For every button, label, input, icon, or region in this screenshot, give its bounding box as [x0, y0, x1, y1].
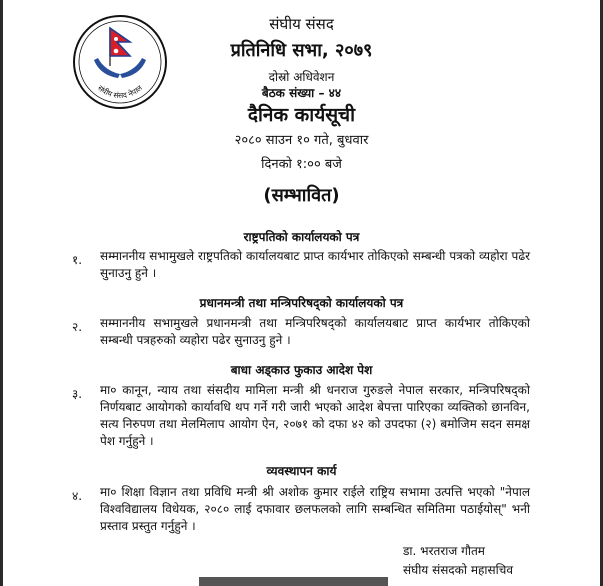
body-name: संघीय संसद — [269, 15, 334, 33]
section-title-pm-letter: प्रधानमन्त्री तथा मन्त्रिपरिषद्को कार्यालयको पत्र — [199, 296, 404, 310]
meeting-number: बैठक संख्या – ४४ — [261, 86, 342, 100]
item-text: मा० कानून, न्याय तथा संसदीय मामिला मन्त्री श्री धनराज गुरुङले नेपाल सरकार, मन्त्रिपरिषद्को निर्णयबाट आयोगको कार्यावधि थप गर्ने गरी जारी भएको आदेश बेपत्ता पारिएका व्यक्तिको छानविन, सत्य निरुपण तथा मेलमिलाप आयोग ऐन, २०७१ को दफा ४२ को उपदफा (२) बमोजिम सदन समक्ष पेश गर्नुहुने । — [100, 383, 530, 448]
agenda-status: (सम्भावित) — [263, 185, 340, 206]
item-text: मा० शिक्षा विज्ञान तथा प्रविधि मन्त्री श्री अशोक कुमार राईले राष्ट्रिय सभामा उत्पत्ति भएको "नेपाल विश्वविद्यालय विधेयक, २०८० लाई दफावार छलफलको लागि सम्बन्धित समितिमा पठाईयोस्" भनी प्रस्ताव प्रस्तुत गर्नुहुने । — [100, 485, 530, 533]
bottom-toolbar — [199, 577, 388, 586]
signatory-name: डा. भरतराज गौतम — [403, 544, 485, 558]
agenda-time: दिनको १:०० बजे — [261, 157, 342, 172]
item-text: सम्माननीय सभामुखले प्रधानमन्त्री तथा मन्त्रिपरिषद्को कार्यालयबाट प्राप्त कार्यभार तोकिएको सम्बन्धी पत्रहरुको व्यहोरा पढेर सुनाउनु हुने । — [100, 316, 530, 347]
section-title-president-letter: राष्ट्रपतिको कार्यालयको पत्र — [243, 230, 360, 244]
item-number: २. — [72, 320, 83, 334]
house-title: प्रतिनिधि सभा, २०७९ — [230, 40, 373, 61]
item-number: १. — [72, 253, 83, 267]
item-number: ३. — [72, 387, 83, 401]
emblem-text: संघीय संसद नेपाल — [96, 83, 144, 101]
session-label: दोस्रो अधिवेशन — [268, 70, 335, 84]
item-number: ४. — [72, 489, 83, 503]
item-text: सम्माननीय सभामुखले राष्ट्रपतिको कार्यालयबाट प्राप्त कार्यभार तोकिएको सम्बन्धी पत्रको व्यहोरा पढेर सुनाउनु हुने । — [100, 249, 530, 280]
section-title-legislation: व्यवस्थापन कार्य — [266, 464, 337, 478]
signatory-title: संघीय संसदको महासचिव — [403, 563, 513, 577]
section-title-ordinance: बाधा अड्काउ फुकाउ आदेश पेश — [230, 363, 373, 377]
agenda-title: दैनिक कार्यसूची — [247, 104, 356, 126]
agenda-date: २०८० साउन १० गते, बुधवार — [234, 133, 369, 148]
